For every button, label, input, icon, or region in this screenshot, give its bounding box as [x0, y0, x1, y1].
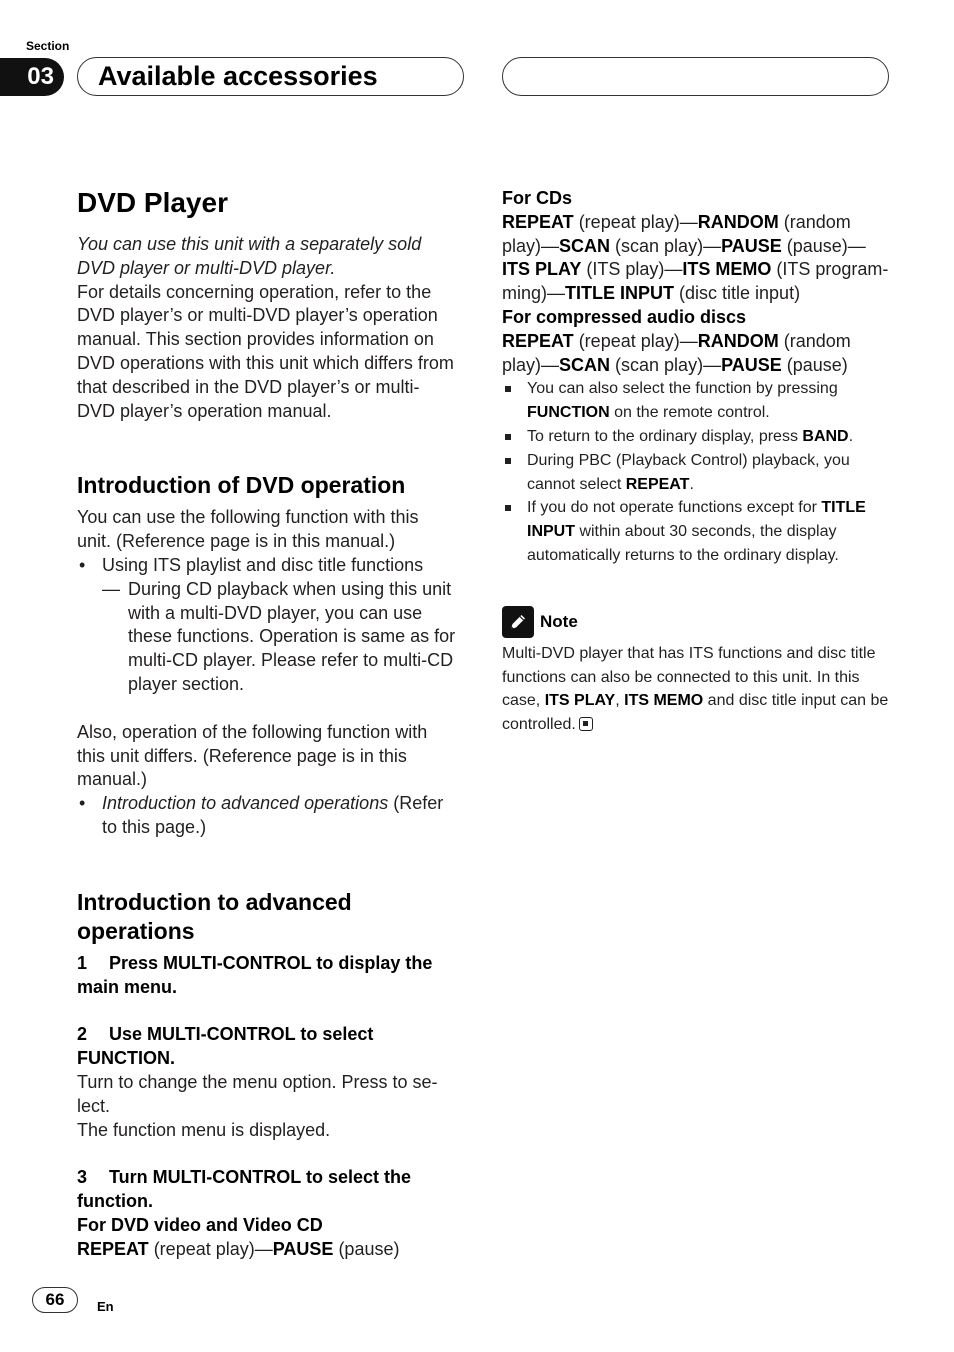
list-subitem: — During CD playback when using this unit with a multi-DVD player, you can use these functions. Operation is same as for multi-CD player. Please refer to multi-CD player section.: [102, 578, 456, 694]
left-column: [77, 183, 457, 1262]
page-number: 66: [32, 1287, 78, 1313]
note-text: Multi-DVD player that has ITS functions and disc title functions can also be connected to this unit. In this case, ITS PLAY, ITS MEMO and disc title input can be controlled.: [502, 644, 889, 734]
step-2-detail: Turn to change the menu option. Press to se-lect.: [77, 1071, 438, 1116]
right-column: [502, 187, 892, 737]
note-header: [502, 606, 892, 638]
intro-dvd-heading: Introduction of DVD operation: [77, 472, 406, 499]
language-label: En: [97, 1299, 114, 1314]
list-item: • Using ITS playlist and disc title functions: [77, 554, 457, 578]
section-label: Section: [26, 39, 70, 53]
tip-item: If you do not operate functions except for TITLE INPUT within about 30 seconds, the display automatically returns to the ordinary display.: [502, 496, 892, 567]
end-mark-icon: [579, 717, 593, 731]
cd-functions: REPEAT (repeat play)—RANDOM (random play)—SCAN (scan play)—PAUSE (pause)—ITS PLAY (ITS play)—ITS MEMO (ITS program-ming)—TITLE INPUT (disc title input): [502, 211, 889, 304]
page-title: DVD Player: [77, 187, 228, 218]
tip-item: You can also select the function by pressing FUNCTION on the remote control.: [502, 377, 892, 425]
intro-dvd-paragraph: You can use the following function with this unit. (Reference page is in this manual.): [77, 507, 419, 552]
step-1: 1 Press MULTI-CONTROL to display the main menu.: [77, 952, 433, 997]
compressed-heading: For compressed audio discs: [502, 306, 747, 327]
step-3: 3 Turn MULTI-CONTROL to select the function.: [77, 1167, 411, 1212]
section-title: Available accessories: [77, 57, 464, 96]
header-empty-frame: [502, 57, 889, 96]
intro-dvd-paragraph-2: Also, operation of the following function with this unit differs. (Reference page is in this manual.): [77, 721, 428, 790]
advanced-heading: Introduction to advanced operations: [77, 888, 352, 944]
note-label: Note: [540, 611, 578, 631]
tip-item: To return to the ordinary display, press BAND.: [502, 425, 892, 449]
pencil-icon: [502, 606, 534, 638]
step-2-detail-2: The function menu is displayed.: [77, 1119, 331, 1140]
compressed-functions: REPEAT (repeat play)—RANDOM (random play)—SCAN (scan play)—PAUSE (pause): [502, 330, 851, 375]
tip-item: During PBC (Playback Control) playback, you cannot select REPEAT.: [502, 449, 892, 497]
section-number-badge: 03: [0, 58, 64, 96]
dvd-video-functions: REPEAT (repeat play)—PAUSE (pause): [77, 1238, 400, 1259]
step-2: 2 Use MULTI-CONTROL to select FUNCTION.: [77, 1024, 374, 1069]
cds-heading: For CDs: [502, 188, 573, 208]
list-item: • Introduction to advanced operations (Refer to this page.): [77, 792, 457, 840]
intro-italic: You can use this unit with a separately sold DVD player or multi-DVD player.: [77, 234, 422, 278]
dash-mark: —: [102, 578, 120, 599]
dvd-video-heading: For DVD video and Video CD: [77, 1214, 323, 1235]
intro-text: For details concerning operation, refer to the DVD player’s or multi-DVD player’s operation manual. This section provides information on DVD operations with this unit which differs from that described in the DVD player’s or multi-DVD player’s operation manual.: [77, 281, 454, 421]
